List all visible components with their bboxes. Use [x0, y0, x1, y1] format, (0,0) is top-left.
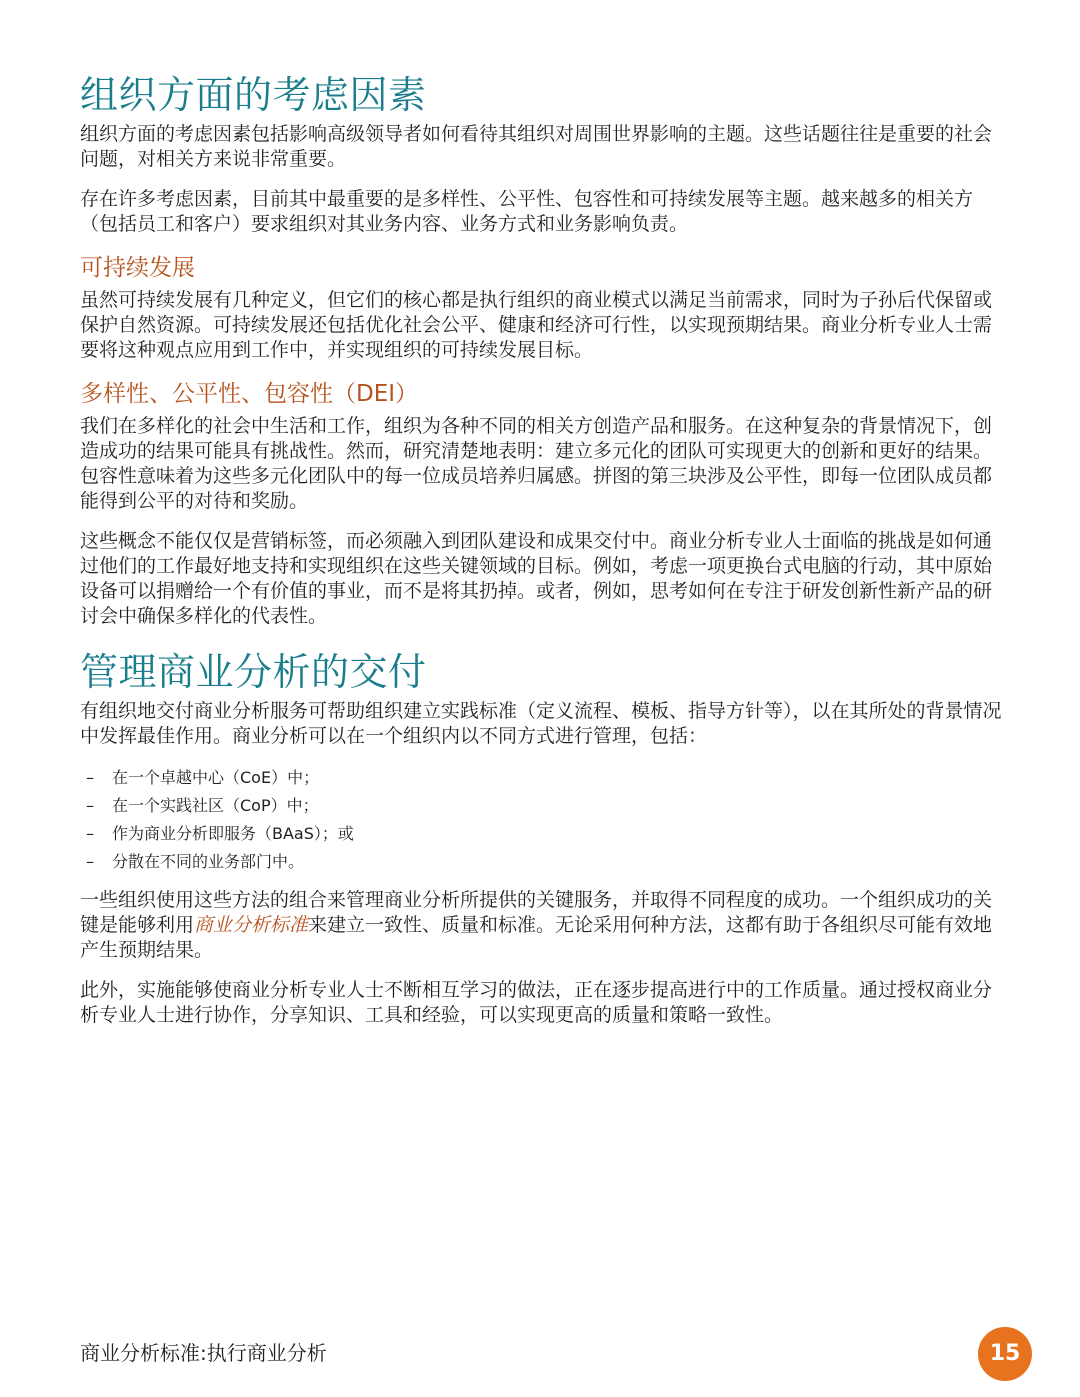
page-number-badge: 15 — [978, 1327, 1032, 1381]
footer-document-title: 商业分析标准:执行商业分析 — [80, 1341, 327, 1365]
paragraph: 组织方面的考虑因素包括影响高级领导者如何看待其组织对周围世界影响的主题。这些话题往往是重要的社会问题，对相关方来说非常重要。 — [80, 123, 993, 170]
section-title-managing-delivery: 管理商业分析的交付 — [80, 650, 427, 694]
list-item — [80, 764, 1002, 792]
paragraph: 虽然可持续发展有几种定义，但它们的核心都是执行组织的商业模式以满足当前需求，同时为子孙后代保留或保护自然资源。可持续发展还包括优化社会公平、健康和经济可行性，以实现预期结果。商业分析专业人士需要将这种观点应用到工作中，并实现组织的可持续发展目标。 — [80, 289, 993, 361]
subsection-title-sustainability: 可持续发展 — [80, 255, 195, 281]
paragraph — [80, 888, 1002, 963]
page-content — [80, 70, 1002, 1043]
list-item-text: 在一个实践社区（CoP）中； — [112, 796, 319, 815]
paragraph: 有组织地交付商业分析服务可帮助组织建立实践标准（定义流程、模板、指导方针等），以在其所处的背景情况中发挥最佳作用。商业分析可以在一个组织内以不同方式进行管理，包括： — [80, 700, 1002, 747]
paragraph-text: 一些组织使用这些方法的组合来管理商业分析所提供的关键服务，并取得不同程度的成功。一个组织成功的关键是能够利用 — [80, 889, 993, 936]
bullet-dash: – — [86, 768, 94, 787]
bullet-list — [80, 764, 1002, 876]
paragraph: 我们在多样化的社会中生活和工作，组织为各种不同的相关方创造产品和服务。在这种复杂的背景情况下，创造成功的结果可能具有挑战性。然而，研究清楚地表明：建立多元化的团队可实现更大的创新和更好的结果。包容性意味着为这些多元化团队中的每一位成员培养归属感。拼图的第三块涉及公平性，即每一位团队成员都能得到公平的对待和奖励。 — [80, 415, 993, 512]
list-item-text: 作为商业分析即服务（BAaS）；或 — [112, 824, 354, 843]
paragraph-text: 来建立一致性、质量和标准。无论采用何种方法，这都有助于各组织尽可能有效地产生预期结果。 — [80, 914, 993, 961]
ba-standard-link[interactable]: 商业分析标准 — [194, 914, 309, 936]
paragraph: 此外，实施能够使商业分析专业人士不断相互学习的做法，正在逐步提高进行中的工作质量。通过授权商业分析专业人士进行协作，分享知识、工具和经验，可以实现更高的质量和策略一致性。 — [80, 979, 993, 1026]
list-item — [80, 848, 1002, 876]
list-item — [80, 820, 1002, 848]
list-item — [80, 792, 1002, 820]
paragraph: 这些概念不能仅仅是营销标签，而必须融入到团队建设和成果交付中。商业分析专业人士面临的挑战是如何通过他们的工作最好地支持和实现组织在这些关键领域的目标。例如，考虑一项更换台式电脑的行动，其中原始设备可以捐赠给一个有价值的事业，而不是将其扔掉。或者，例如，思考如何在专注于研发创新性新产品的研讨会中确保多样化的代表性。 — [80, 530, 993, 627]
list-item-text: 分散在不同的业务部门中。 — [112, 852, 305, 871]
bullet-dash: – — [86, 824, 94, 843]
list-item-text: 在一个卓越中心（CoE）中； — [112, 768, 320, 787]
bullet-dash: – — [86, 796, 94, 815]
paragraph: 存在许多考虑因素，目前其中最重要的是多样性、公平性、包容性和可持续发展等主题。越来越多的相关方（包括员工和客户）要求组织对其业务内容、业务方式和业务影响负责。 — [80, 188, 974, 235]
bullet-dash: – — [86, 852, 94, 871]
section-title-organizational-considerations: 组织方面的考虑因素 — [80, 73, 427, 117]
subsection-title-dei: 多样性、公平性、包容性（DEI） — [80, 381, 419, 407]
